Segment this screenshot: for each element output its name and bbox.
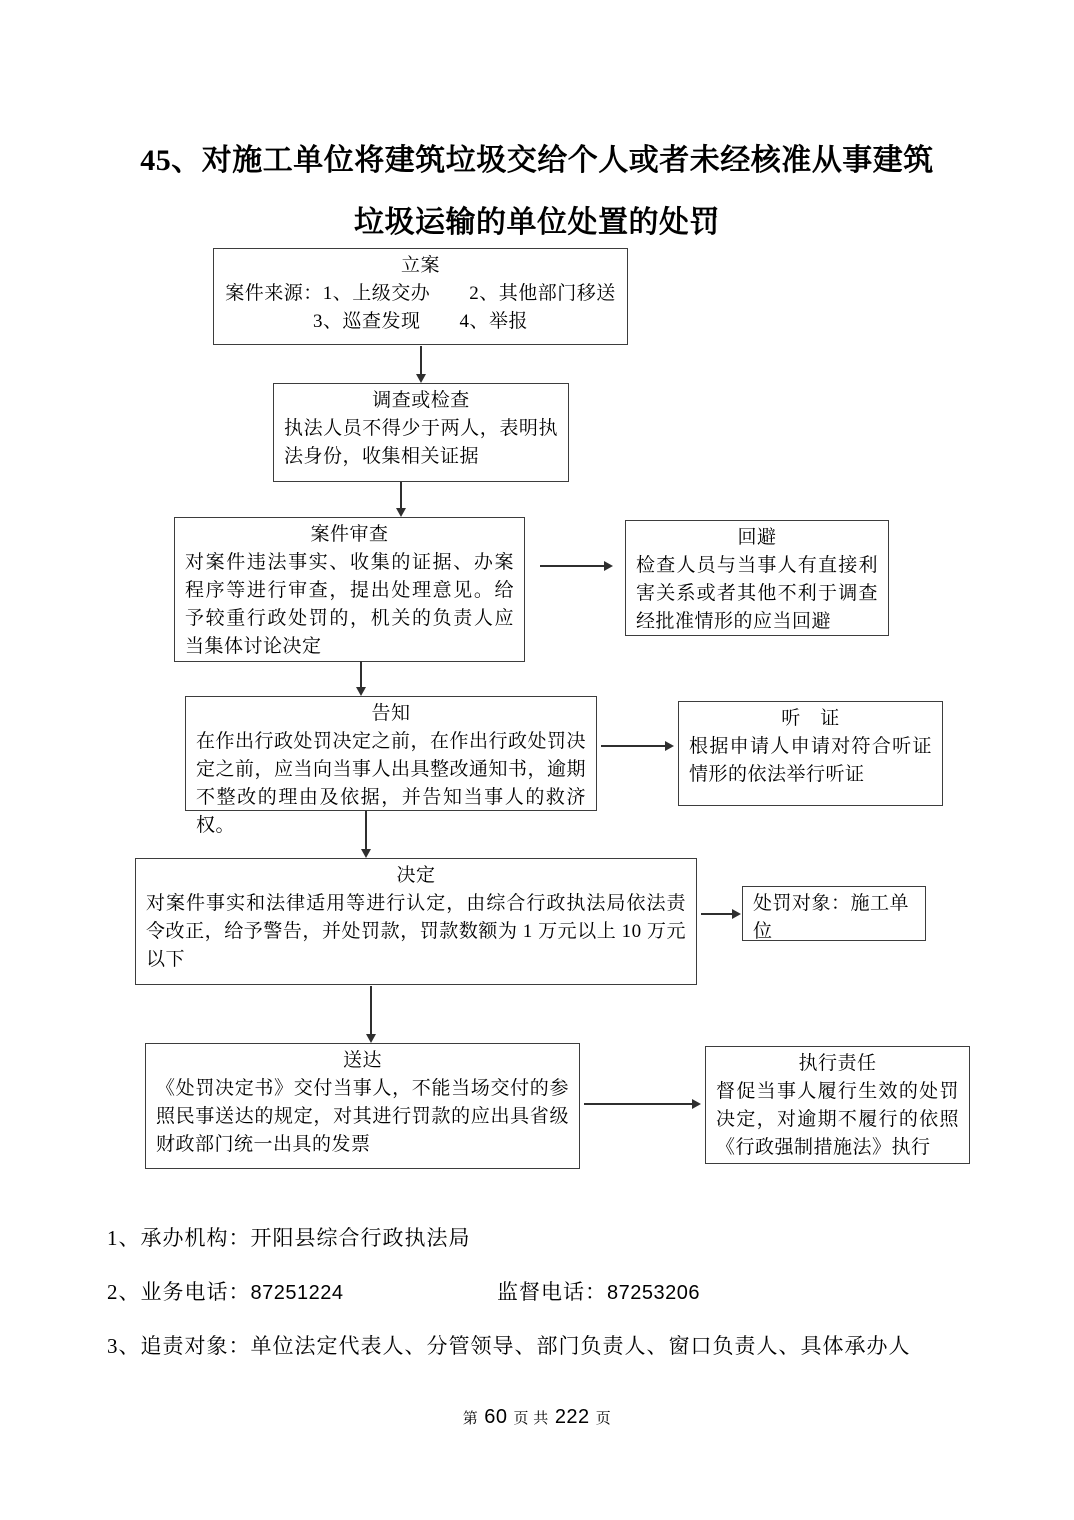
flow-box-decision-body: 对案件事实和法律适用等进行认定，由综合行政执法局依法责令改正，给予警告，并处罚款，罚款数额为 1 万元以上 10 万元以下 bbox=[146, 893, 686, 970]
footer-middle: 页 共 bbox=[513, 1411, 549, 1427]
flow-box-penalty-target-text: 处罚对象：施工单位 bbox=[753, 893, 910, 942]
footer-page-number: 60 bbox=[484, 1406, 508, 1428]
flow-box-delivery-title: 送达 bbox=[342, 1050, 382, 1071]
page-title bbox=[0, 130, 1074, 254]
flow-box-case-filing bbox=[213, 248, 628, 345]
flow-box-recusal-body: 检查人员与当事人有直接利害关系或者其他不利于调查经批准情形的应当回避 bbox=[636, 555, 878, 632]
note-accountability bbox=[0, 1330, 1074, 1360]
page-title-line-2: 垃圾运输的单位处置的处罚 bbox=[354, 206, 720, 239]
flow-box-decision-title: 决定 bbox=[396, 865, 436, 886]
flow-box-delivery bbox=[145, 1043, 580, 1169]
flow-box-notification bbox=[185, 696, 597, 836]
note-supervision-phone-number: 87253206 bbox=[607, 1282, 700, 1304]
note-agency bbox=[0, 1222, 1074, 1252]
arrow-right-hearing bbox=[601, 740, 674, 751]
flow-box-enforcement-title: 执行责任 bbox=[798, 1053, 877, 1074]
flow-box-case-review-title: 案件审查 bbox=[310, 524, 389, 545]
footer-suffix: 页 bbox=[595, 1411, 612, 1427]
note-business-phone-label: 2、业务电话： bbox=[107, 1280, 251, 1304]
flow-box-case-filing-line2: 3、巡查发现 4、举报 bbox=[312, 311, 528, 332]
arrow-down-1 bbox=[415, 346, 426, 383]
note-supervision-phone bbox=[497, 1276, 700, 1306]
arrow-down-2 bbox=[395, 482, 406, 517]
flow-box-recusal-title: 回避 bbox=[737, 527, 777, 548]
note-accountability-text: 3、追责对象：单位法定代表人、分管领导、部门负责人、窗口负责人、具体承办人 bbox=[107, 1334, 911, 1358]
flow-box-case-review-body: 对案件违法事实、收集的证据、办案程序等进行审查，提出处理意见。给予较重行政处罚的，机关的负责人应当集体讨论决定 bbox=[185, 552, 514, 657]
flow-box-investigation bbox=[273, 383, 569, 482]
arrow-right-penalty-target bbox=[701, 908, 741, 919]
flow-box-investigation-body: 执法人员不得少于两人，表明执法身份，收集相关证据 bbox=[284, 418, 558, 467]
page-footer bbox=[0, 1406, 1074, 1429]
note-agency-text: 1、承办机构：开阳县综合行政执法局 bbox=[107, 1226, 471, 1250]
flow-box-penalty-target bbox=[742, 886, 926, 941]
page-title-line-1: 45、对施工单位将建筑垃圾交给个人或者未经核准从事建筑 bbox=[140, 144, 934, 177]
flow-box-case-review bbox=[174, 517, 525, 662]
flow-box-recusal bbox=[625, 520, 889, 636]
arrow-right-enforcement bbox=[584, 1098, 701, 1109]
flow-box-enforcement bbox=[705, 1046, 970, 1164]
note-supervision-phone-label: 监督电话： bbox=[497, 1280, 607, 1304]
flow-box-decision bbox=[135, 858, 697, 985]
flow-box-hearing-title: 听 证 bbox=[781, 708, 840, 729]
flow-box-case-filing-title: 立案 bbox=[400, 255, 440, 276]
arrow-down-5 bbox=[365, 986, 376, 1043]
flow-box-delivery-body: 《处罚决定书》交付当事人，不能当场交付的参照民事送达的规定，对其进行罚款的应出具省级财政部门统一出具的发票 bbox=[156, 1078, 569, 1155]
flow-box-investigation-title: 调查或检查 bbox=[372, 390, 470, 411]
flow-box-notification-title: 告知 bbox=[371, 703, 411, 724]
arrow-right-recusal bbox=[540, 560, 613, 571]
note-business-phone-number: 87251224 bbox=[250, 1282, 344, 1304]
flow-box-hearing bbox=[678, 701, 943, 806]
flow-box-case-filing-line1: 案件来源：1、上级交办 2、其他部门移送 bbox=[225, 283, 616, 304]
arrow-down-3 bbox=[355, 661, 366, 696]
flow-box-notification-body: 在作出行政处罚决定之前，在作出行政处罚决定之前，应当向当事人出具整改通知书，逾期不整改的理由及依据，并告知当事人的救济权。 bbox=[196, 731, 587, 836]
flow-box-enforcement-body: 督促当事人履行生效的处罚决定，对逾期不履行的依照《行政强制措施法》执行 bbox=[716, 1081, 959, 1158]
flow-box-hearing-body: 根据申请人申请对符合听证情形的依法举行听证 bbox=[689, 736, 932, 785]
footer-prefix: 第 bbox=[462, 1411, 479, 1427]
note-phones bbox=[0, 1276, 1074, 1306]
arrow-down-4 bbox=[360, 811, 371, 858]
footer-total-pages: 222 bbox=[554, 1406, 590, 1428]
